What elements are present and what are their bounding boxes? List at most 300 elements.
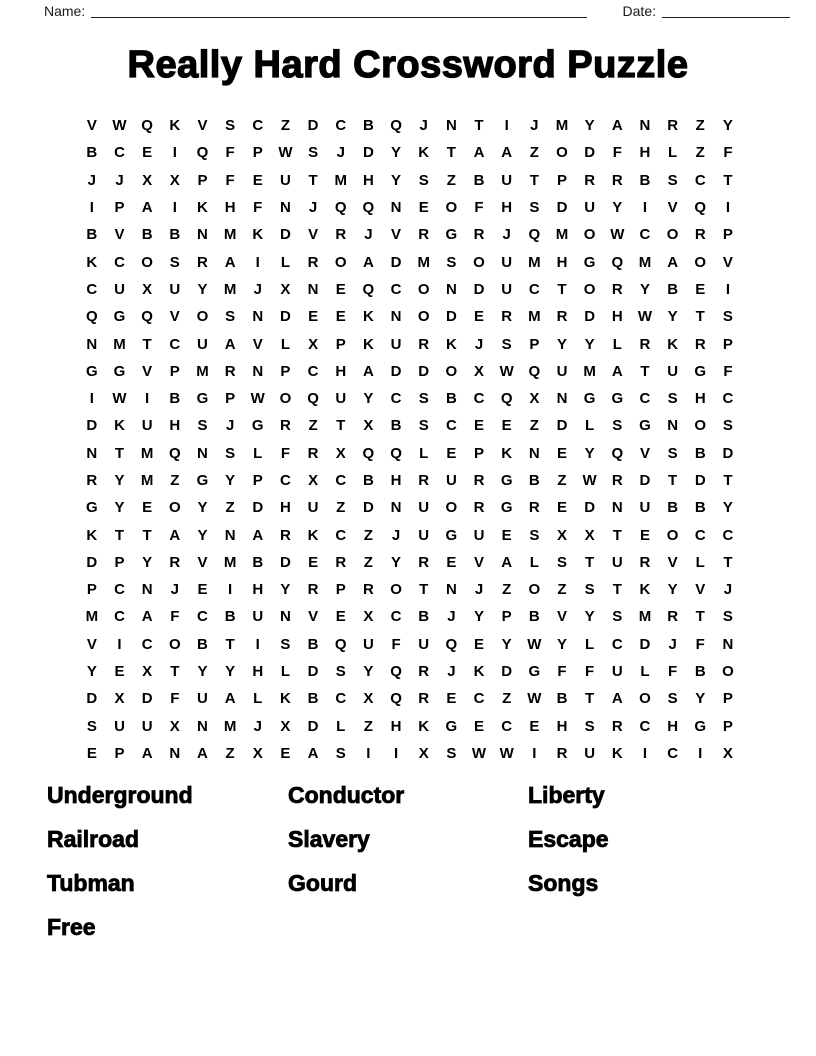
grid-letter: M bbox=[528, 253, 541, 271]
grid-letter: G bbox=[445, 526, 458, 544]
grid-letter: V bbox=[169, 308, 180, 326]
grid-letter: D bbox=[390, 362, 402, 380]
grid-letter: F bbox=[585, 663, 595, 681]
grid-letter: C bbox=[390, 608, 402, 626]
grid-letter: U bbox=[197, 690, 208, 708]
grid-letter: P bbox=[529, 335, 540, 353]
grid-letter: O bbox=[334, 253, 347, 271]
word-bank-column bbox=[528, 773, 609, 949]
grid-letter: F bbox=[557, 663, 567, 681]
grid-letter: R bbox=[307, 581, 319, 599]
grid-letter: H bbox=[390, 472, 402, 489]
grid-letter: C bbox=[197, 608, 208, 626]
grid-letter: A bbox=[501, 144, 513, 162]
grid-letter: D bbox=[639, 472, 651, 489]
grid-letter: O bbox=[417, 308, 430, 326]
grid-letter: B bbox=[694, 499, 706, 517]
grid-letter: Z bbox=[529, 144, 539, 162]
grid-letter: U bbox=[611, 553, 623, 571]
grid-letter: C bbox=[335, 690, 347, 708]
grid-letter: Q bbox=[334, 199, 347, 217]
grid-letter: N bbox=[224, 526, 236, 544]
grid-letter: Q bbox=[611, 444, 624, 462]
grid-letter: C bbox=[611, 635, 623, 653]
grid-letter: Q bbox=[390, 117, 402, 135]
grid-letter: P bbox=[169, 362, 180, 380]
grid-letter: J bbox=[474, 335, 484, 353]
grid-letter: C bbox=[141, 635, 153, 653]
grid-letter: O bbox=[445, 499, 458, 517]
grid-letter: C bbox=[335, 117, 347, 135]
grid-letter: S bbox=[667, 444, 678, 462]
grid-letter: L bbox=[253, 690, 263, 708]
grid-letter: Y bbox=[363, 663, 374, 681]
grid-letter: C bbox=[114, 144, 125, 162]
grid-letter: P bbox=[225, 390, 236, 408]
grid-letter: Y bbox=[197, 280, 208, 298]
grid-letter: Q bbox=[168, 444, 181, 462]
grid-letter: D bbox=[307, 663, 319, 681]
grid-letter: T bbox=[142, 335, 152, 353]
grid-letter: Z bbox=[336, 499, 346, 517]
grid-letter: D bbox=[86, 690, 98, 708]
grid-letter: G bbox=[694, 362, 707, 380]
grid-letter: O bbox=[556, 144, 568, 162]
grid-letter: S bbox=[280, 635, 291, 653]
grid-letter: F bbox=[474, 199, 484, 217]
grid-letter: R bbox=[224, 362, 236, 380]
grid-letter: O bbox=[445, 362, 458, 380]
grid-letter: G bbox=[85, 499, 98, 517]
grid-letter: J bbox=[668, 635, 677, 653]
grid-letter: Y bbox=[695, 690, 706, 708]
grid-letter: W bbox=[499, 362, 514, 380]
grid-letter: U bbox=[114, 280, 125, 298]
grid-letter: Y bbox=[474, 608, 485, 626]
grid-letter: V bbox=[308, 226, 319, 244]
grid-letter: O bbox=[583, 280, 596, 298]
grid-letter: C bbox=[86, 280, 98, 298]
grid-letter: K bbox=[252, 226, 264, 244]
grid-letter: I bbox=[255, 253, 260, 271]
grid-letter: B bbox=[418, 608, 430, 626]
grid-letter: E bbox=[197, 581, 208, 599]
grid-letter: Y bbox=[391, 553, 402, 571]
grid-letter: B bbox=[169, 226, 181, 244]
grid-letter: E bbox=[142, 499, 153, 517]
grid-letter: R bbox=[335, 226, 347, 244]
grid-letter: Z bbox=[557, 472, 567, 489]
grid-letter: K bbox=[86, 253, 98, 271]
grid-letter: O bbox=[473, 253, 485, 271]
grid-letter: U bbox=[501, 280, 513, 298]
grid-letter: Q bbox=[362, 444, 375, 462]
grid-letter: T bbox=[612, 581, 622, 599]
grid-letter: S bbox=[225, 308, 236, 326]
grid-letter: T bbox=[723, 553, 733, 571]
grid-letter: U bbox=[611, 663, 623, 681]
grid-letter: N bbox=[197, 444, 208, 462]
grid-letter: U bbox=[141, 717, 153, 735]
grid-letter: U bbox=[418, 635, 430, 653]
grid-letter: X bbox=[529, 390, 540, 408]
grid-letter: G bbox=[694, 717, 707, 735]
grid-letter: H bbox=[639, 144, 651, 162]
grid-letter: H bbox=[556, 717, 568, 735]
grid-letter: R bbox=[556, 308, 568, 326]
grid-letter: D bbox=[694, 472, 706, 489]
grid-letter: R bbox=[418, 226, 430, 244]
grid-letter: N bbox=[86, 444, 98, 462]
grid-letter: E bbox=[252, 171, 263, 189]
grid-letter: L bbox=[336, 717, 346, 735]
grid-letter: D bbox=[445, 308, 457, 326]
grid-letter: Y bbox=[225, 472, 236, 489]
grid-letter: O bbox=[528, 581, 541, 599]
grid-letter: Y bbox=[556, 335, 567, 353]
grid-letter: E bbox=[335, 608, 346, 626]
grid-letter: N bbox=[141, 581, 153, 599]
grid-letter: Q bbox=[445, 635, 458, 653]
grid-letter: U bbox=[639, 499, 651, 517]
grid-letter: F bbox=[253, 199, 263, 217]
grid-letter: B bbox=[224, 608, 236, 626]
grid-letter: S bbox=[667, 390, 678, 408]
grid-letter: R bbox=[418, 553, 430, 571]
grid-letter: N bbox=[556, 390, 568, 408]
grid-letter: Y bbox=[197, 526, 208, 544]
grid-letter: F bbox=[695, 635, 705, 653]
grid-letter: B bbox=[86, 144, 98, 162]
grid-letter: O bbox=[666, 226, 679, 244]
grid-letter: D bbox=[584, 499, 596, 517]
grid-letter: H bbox=[362, 171, 374, 189]
grid-letter: V bbox=[639, 444, 650, 462]
grid-letter: A bbox=[611, 362, 623, 380]
grid-letter: N bbox=[390, 199, 402, 217]
grid-letter: D bbox=[252, 499, 264, 517]
grid-letter: R bbox=[280, 417, 291, 435]
grid-letter: D bbox=[362, 499, 374, 517]
grid-letter: A bbox=[611, 690, 623, 708]
grid-letter: E bbox=[474, 635, 485, 653]
grid-letter: H bbox=[335, 362, 347, 380]
grid-letter: K bbox=[611, 744, 623, 762]
grid-letter: S bbox=[335, 663, 346, 681]
grid-letter: V bbox=[556, 608, 567, 626]
grid-letter: D bbox=[362, 144, 374, 162]
grid-letter: O bbox=[583, 226, 596, 244]
grid-letter: K bbox=[86, 526, 98, 544]
grid-letter: T bbox=[557, 280, 567, 298]
name-label: Name: bbox=[44, 3, 86, 19]
grid-letter: Q bbox=[611, 253, 624, 271]
grid-letter: D bbox=[556, 199, 568, 217]
grid-letter: G bbox=[611, 390, 624, 408]
grid-letter: D bbox=[86, 417, 98, 435]
grid-letter: X bbox=[363, 608, 374, 626]
grid-letter: I bbox=[89, 199, 94, 217]
grid-letter: C bbox=[114, 581, 125, 599]
grid-letter: Y bbox=[114, 472, 125, 489]
grid-letter: N bbox=[169, 744, 181, 762]
grid-letter: O bbox=[390, 581, 402, 599]
grid-letter: T bbox=[474, 117, 484, 135]
grid-letter: B bbox=[169, 390, 181, 408]
grid-letter: N bbox=[86, 335, 98, 353]
grid-letter: C bbox=[667, 744, 679, 762]
grid-letter: N bbox=[307, 280, 319, 298]
grid-letter: H bbox=[252, 581, 264, 599]
grid-letter: E bbox=[639, 526, 650, 544]
grid-letter: C bbox=[307, 362, 319, 380]
grid-letter: A bbox=[252, 526, 264, 544]
grid-letter: Y bbox=[86, 663, 97, 681]
grid-letter: J bbox=[253, 280, 262, 298]
grid-letter: Q bbox=[141, 308, 153, 326]
grid-letter: L bbox=[280, 335, 290, 353]
grid-letter: E bbox=[695, 280, 706, 298]
grid-letter: S bbox=[225, 117, 236, 135]
grid-letter: E bbox=[446, 444, 457, 462]
grid-letter: W bbox=[471, 744, 487, 762]
grid-letter: C bbox=[528, 280, 540, 298]
grid-letter: G bbox=[85, 362, 98, 380]
grid-letter: W bbox=[527, 690, 542, 708]
grid-letter: Y bbox=[722, 117, 733, 135]
grid-letter: R bbox=[611, 280, 623, 298]
grid-letter: B bbox=[667, 280, 679, 298]
grid-letter: D bbox=[473, 280, 485, 298]
grid-letter: D bbox=[639, 635, 651, 653]
grid-letter: H bbox=[390, 717, 402, 735]
grid-letter: S bbox=[225, 444, 236, 462]
grid-letter: N bbox=[611, 499, 623, 517]
grid-letter: U bbox=[307, 499, 319, 517]
grid-letter: U bbox=[169, 280, 181, 298]
grid-letter: L bbox=[419, 444, 429, 462]
grid-letter: P bbox=[252, 144, 263, 162]
grid-letter: Z bbox=[695, 144, 705, 162]
grid-letter: T bbox=[170, 663, 180, 681]
grid-letter: J bbox=[336, 144, 345, 162]
grid-letter: W bbox=[582, 472, 597, 489]
grid-letter: R bbox=[197, 253, 208, 271]
grid-letter: R bbox=[307, 253, 319, 271]
grid-letter: R bbox=[86, 472, 98, 489]
grid-letter: D bbox=[501, 663, 513, 681]
grid-letter: Z bbox=[363, 717, 373, 735]
grid-letter: L bbox=[585, 635, 595, 653]
grid-letter: U bbox=[197, 335, 208, 353]
grid-letter: G bbox=[583, 390, 596, 408]
grid-letter: M bbox=[638, 253, 652, 271]
grid-letter: M bbox=[555, 117, 569, 135]
grid-letter: Y bbox=[667, 581, 678, 599]
word-bank-word: Conductor bbox=[288, 781, 405, 808]
grid-letter: C bbox=[114, 253, 125, 271]
grid-letter: F bbox=[170, 690, 180, 708]
grid-letter: S bbox=[529, 526, 540, 544]
grid-letter: D bbox=[584, 308, 596, 326]
grid-letter: Y bbox=[225, 663, 236, 681]
word-bank-word: Slavery bbox=[288, 825, 370, 852]
grid-letter: A bbox=[611, 117, 623, 135]
grid-letter: K bbox=[197, 199, 208, 217]
grid-letter: T bbox=[585, 690, 595, 708]
grid-letter: T bbox=[446, 144, 456, 162]
grid-letter: V bbox=[391, 226, 402, 244]
name-fill-line bbox=[91, 5, 586, 18]
word-bank-word: Escape bbox=[528, 825, 609, 852]
grid-letter: C bbox=[639, 717, 651, 735]
grid-letter: M bbox=[417, 253, 430, 271]
grid-letter: U bbox=[418, 499, 430, 517]
grid-letter: F bbox=[723, 144, 733, 162]
grid-letter: E bbox=[114, 663, 125, 681]
grid-letter: X bbox=[722, 744, 733, 762]
grid-letter: Y bbox=[501, 635, 512, 653]
grid-letter: P bbox=[114, 553, 125, 571]
grid-letter: P bbox=[722, 690, 733, 708]
grid-letter: K bbox=[307, 526, 319, 544]
grid-letter: Q bbox=[528, 362, 541, 380]
grid-letter: S bbox=[335, 744, 346, 762]
grid-letter: I bbox=[366, 744, 371, 762]
grid-letter: Y bbox=[391, 171, 402, 189]
grid-letter: J bbox=[115, 171, 124, 189]
grid-letter: E bbox=[446, 553, 457, 571]
grid-letter: K bbox=[501, 444, 513, 462]
grid-letter: B bbox=[362, 117, 374, 135]
grid-letter: F bbox=[280, 444, 290, 462]
grid-letter: Z bbox=[502, 581, 512, 599]
grid-letter: W bbox=[250, 390, 265, 408]
grid-letter: Z bbox=[695, 117, 705, 135]
word-bank-column bbox=[288, 773, 528, 949]
grid-letter: I bbox=[228, 581, 233, 599]
grid-letter: C bbox=[252, 117, 264, 135]
grid-letter: I bbox=[642, 199, 648, 217]
grid-letter: Z bbox=[363, 526, 373, 544]
grid-letter: E bbox=[501, 526, 512, 544]
grid-letter: G bbox=[251, 417, 264, 435]
grid-letter: N bbox=[667, 417, 679, 435]
grid-letter: J bbox=[723, 581, 733, 599]
grid-letter: P bbox=[86, 581, 97, 599]
grid-letter: D bbox=[307, 117, 319, 135]
grid-letter: W bbox=[610, 226, 625, 244]
grid-letter: R bbox=[307, 444, 319, 462]
grid-letter: K bbox=[362, 308, 374, 326]
grid-letter: V bbox=[252, 335, 263, 353]
grid-letter: F bbox=[668, 663, 678, 681]
grid-letter: B bbox=[694, 663, 706, 681]
grid-letter: D bbox=[584, 144, 596, 162]
grid-letter: G bbox=[500, 499, 513, 517]
grid-letter: R bbox=[473, 226, 485, 244]
grid-letter: M bbox=[223, 226, 237, 244]
grid-letter: V bbox=[667, 553, 678, 571]
grid-letter: Z bbox=[363, 553, 373, 571]
grid-letter: M bbox=[555, 226, 569, 244]
grid-letter: C bbox=[335, 526, 347, 544]
grid-letter: F bbox=[391, 635, 401, 653]
grid-letter: X bbox=[142, 171, 153, 189]
grid-letter: X bbox=[252, 744, 263, 762]
grid-letter: J bbox=[447, 608, 456, 626]
grid-letter: B bbox=[556, 690, 568, 708]
word-bank-word: Railroad bbox=[47, 825, 140, 852]
grid-letter: U bbox=[667, 362, 679, 380]
grid-letter: O bbox=[694, 253, 707, 271]
grid-letter: V bbox=[86, 117, 97, 135]
grid-letter: E bbox=[280, 744, 291, 762]
grid-letter: C bbox=[694, 526, 706, 544]
grid-letter: X bbox=[474, 362, 485, 380]
grid-letter: C bbox=[473, 690, 485, 708]
grid-letter: D bbox=[280, 308, 291, 326]
grid-letter: J bbox=[253, 717, 262, 735]
grid-letter: D bbox=[307, 717, 319, 735]
grid-letter: C bbox=[390, 280, 402, 298]
grid-letter: R bbox=[280, 526, 291, 544]
grid-letter: G bbox=[445, 226, 458, 244]
grid-letter: F bbox=[170, 608, 180, 626]
grid-letter: J bbox=[474, 581, 484, 599]
grid-letter: H bbox=[501, 199, 513, 217]
grid-letter: P bbox=[335, 581, 346, 599]
grid-letter: R bbox=[639, 553, 651, 571]
grid-letter: X bbox=[142, 280, 153, 298]
grid-letter: R bbox=[418, 663, 430, 681]
grid-letter: T bbox=[114, 526, 125, 544]
grid-letter: D bbox=[390, 253, 402, 271]
grid-letter: G bbox=[113, 362, 126, 380]
grid-letter: R bbox=[473, 499, 485, 517]
grid-letter: R bbox=[639, 335, 651, 353]
grid-letter: I bbox=[642, 744, 648, 762]
grid-letter: T bbox=[695, 308, 705, 326]
grid-letter: A bbox=[307, 744, 319, 762]
grid-letter: V bbox=[197, 553, 208, 571]
grid-letter: B bbox=[307, 635, 319, 653]
grid-letter: Y bbox=[584, 608, 595, 626]
grid-letter: C bbox=[473, 390, 485, 408]
grid-letter: K bbox=[169, 117, 181, 135]
grid-letter: S bbox=[722, 608, 733, 626]
grid-letter: Y bbox=[114, 499, 125, 517]
grid-letter: J bbox=[419, 117, 428, 135]
grid-letter: I bbox=[172, 199, 177, 217]
word-bank-word: Songs bbox=[528, 869, 599, 896]
grid-letter: C bbox=[722, 526, 734, 544]
grid-letter: S bbox=[667, 171, 678, 189]
grid-letter: P bbox=[722, 717, 733, 735]
grid-letter: P bbox=[474, 444, 485, 462]
grid-letter: R bbox=[473, 472, 485, 489]
grid-letter: X bbox=[142, 663, 153, 681]
grid-letter: U bbox=[445, 472, 457, 489]
grid-letter: J bbox=[87, 171, 96, 189]
grid-letter: A bbox=[667, 253, 679, 271]
grid-letter: G bbox=[113, 308, 126, 326]
grid-letter: G bbox=[528, 663, 541, 681]
word-bank-word: Underground bbox=[47, 781, 193, 808]
grid-letter: H bbox=[224, 199, 236, 217]
grid-letter: O bbox=[141, 253, 153, 271]
grid-letter: P bbox=[114, 199, 125, 217]
